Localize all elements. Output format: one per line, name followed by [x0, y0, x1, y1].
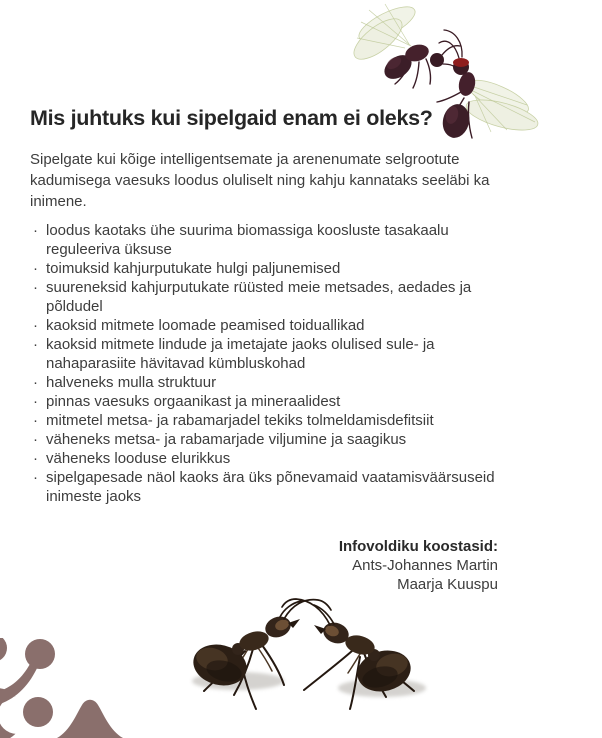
list-item-text: suureneksid kahjurputukate rüüsted meie metsades, aedades ja põldudel — [46, 279, 472, 315]
left-winged-ant-icon — [348, 0, 460, 88]
bullet-icon: · — [33, 222, 38, 239]
bullet-icon: · — [33, 317, 38, 334]
list-item — [30, 335, 516, 373]
list-item-text: väheneks metsa- ja rabamarjade viljumine ja saagikus — [46, 431, 407, 448]
list-item — [30, 449, 516, 468]
list-item — [30, 430, 516, 449]
list-item-text: halveneks mulla struktuur — [46, 374, 217, 391]
bullet-icon: · — [33, 374, 38, 391]
list-item — [30, 259, 516, 278]
list-item-text: kaoksid mitmete lindude ja imetajate jaoks olulised sule- ja nahaparasiite hävitavad kümbluskohad — [46, 336, 435, 372]
list-item — [30, 316, 516, 335]
list-item-text: mitmetel metsa- ja rabamarjadel tekiks tolmeldamisdefitsiit — [46, 412, 434, 429]
list-item — [30, 468, 516, 506]
corner-ornament-icon — [0, 638, 140, 738]
list-item-text: kaoksid mitmete loomade peamised toiduallikad — [46, 317, 365, 334]
list-item-text: väheneks looduse elurikkus — [46, 450, 231, 467]
page-title: Mis juhtuks kui sipelgaid enam ei oleks? — [30, 106, 433, 130]
consequences-list — [30, 221, 516, 506]
bullet-icon: · — [33, 336, 38, 353]
credits-author: Ants-Johannes Martin — [352, 557, 498, 574]
left-worker-ant-icon — [189, 600, 331, 709]
list-item — [30, 221, 516, 259]
bullet-icon: · — [33, 260, 38, 277]
credits-heading: Infovoldiku koostasid: — [338, 538, 498, 555]
bullet-icon: · — [33, 469, 38, 486]
credits-author: Maarja Kuuspu — [397, 576, 498, 593]
bullet-icon: · — [33, 279, 38, 296]
list-item-text: loodus kaotaks ühe suurima biomassiga koosluste tasakaalu reguleeriva üksuse — [46, 222, 449, 258]
list-item — [30, 373, 516, 392]
list-item — [30, 411, 516, 430]
bullet-icon: · — [33, 431, 38, 448]
list-item — [30, 392, 516, 411]
intro-paragraph: Sipelgate kui kõige intelligentsemate ja arenenumate selgrootute kadumisega vaesuks loodus oluliselt ning kahju kannataks seeläbi ka inimene. — [30, 151, 490, 210]
list-item-text: toimuksid kahjurputukate hulgi paljunemised — [46, 260, 341, 277]
bullet-icon: · — [33, 412, 38, 429]
bullet-icon: · — [33, 450, 38, 467]
list-item-text: pinnas vaesuks orgaanikast ja mineraalidest — [46, 393, 341, 410]
list-item — [30, 278, 516, 316]
list-item-text: sipelgapesade näol kaoks ära üks põnevamaid vaatamisväärsuseid inimeste jaoks — [46, 469, 495, 505]
worker-ants-illustration — [168, 583, 453, 738]
bullet-icon: · — [33, 393, 38, 410]
